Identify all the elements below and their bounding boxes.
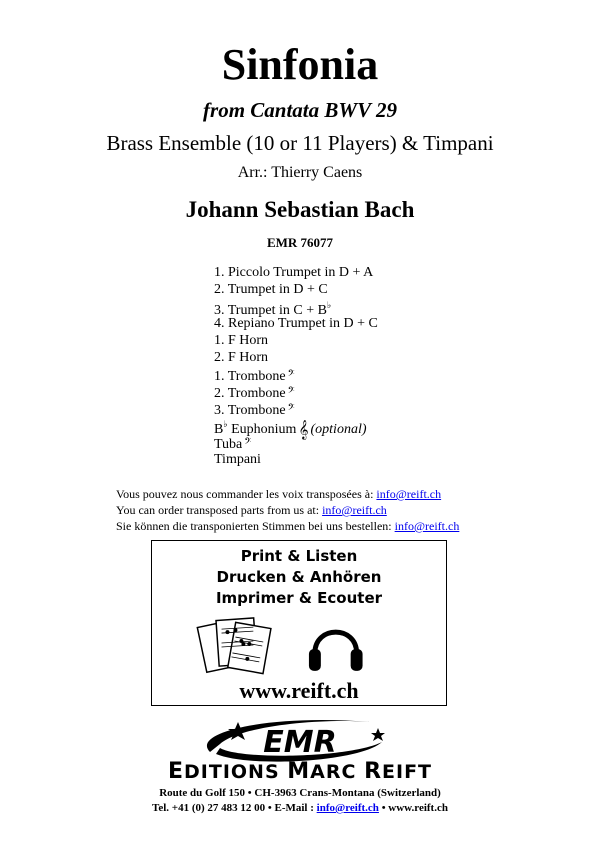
part-item: 3. Trombone 𝄢 (214, 402, 295, 418)
publisher-name: EDITIONS MARC REIFT (167, 759, 433, 784)
publisher-contact: Tel. +41 (0) 27 483 12 00 • E-Mail : info@reift.ch • www.reift.ch (152, 802, 448, 814)
email-link[interactable]: info@reift.ch (376, 487, 442, 501)
sheet-music-icon (197, 618, 271, 674)
flat-icon: ♭ (223, 420, 228, 430)
print-listen-box (151, 540, 447, 706)
part-item: B♭ Euphonium 𝄞 (optional) (214, 420, 367, 440)
flat-icon: ♭ (326, 301, 332, 311)
instrumentation: Brass Ensemble (10 or 11 Players) & Timpani (106, 131, 494, 155)
bass-clef-icon: 𝄢 (287, 402, 295, 415)
email-link[interactable]: info@reift.ch (316, 802, 379, 814)
part-item: 2. F Horn (214, 350, 269, 365)
part-item: 4. Repiano Trumpet in D + C (214, 316, 378, 331)
part-item: 3. Trumpet in C + B♭ (214, 301, 332, 318)
part-item: Tuba 𝄢 (214, 436, 252, 452)
headphones-icon (309, 632, 363, 671)
subtitle: from Cantata BWV 29 (203, 98, 397, 122)
title: Sinfonia (221, 40, 379, 89)
email-link[interactable]: info@reift.ch (322, 503, 387, 517)
bass-clef-icon: 𝄢 (287, 368, 295, 381)
logo-text: EMR (263, 725, 337, 760)
part-item: 2. Trumpet in D + C (214, 282, 328, 297)
promo-line: Print & Listen (240, 547, 358, 565)
bass-clef-icon: 𝄢 (244, 436, 252, 449)
promo-website[interactable]: www.reift.ch (239, 678, 359, 703)
contact-block (116, 486, 459, 534)
contact-line-fr: Vous pouvez nous commander les voix transposées à: info@reift.ch (116, 487, 442, 501)
parts-list (214, 264, 378, 468)
contact-line-en: You can order transposed parts from us at: info@reift.ch (116, 503, 387, 517)
promo-icons (152, 613, 446, 675)
promo-line: Drucken & Anhören (216, 568, 382, 586)
part-item: 1. Trombone 𝄢 (214, 368, 295, 384)
contact-line-de: Sie können die transponierten Stimmen bei uns bestellen: info@reift.ch (116, 519, 460, 533)
part-item: 1. Piccolo Trumpet in D + A (214, 265, 374, 280)
composer: Johann Sebastian Bach (185, 197, 415, 222)
email-link[interactable]: info@reift.ch (394, 519, 460, 533)
part-item: 2. Trombone 𝄢 (214, 385, 295, 401)
publisher-address: Route du Golf 150 • CH-3963 Crans-Montana (Switzerland) (159, 787, 441, 799)
arranger: Arr.: Thierry Caens (237, 164, 363, 181)
treble-clef-icon: 𝄞 (298, 420, 309, 440)
part-item: Timpani (214, 452, 261, 467)
catalog-number: EMR 76077 (266, 235, 334, 250)
promo-line: Imprimer & Ecouter (215, 589, 383, 607)
bass-clef-icon: 𝄢 (287, 385, 295, 398)
part-item: 1. F Horn (214, 333, 269, 348)
